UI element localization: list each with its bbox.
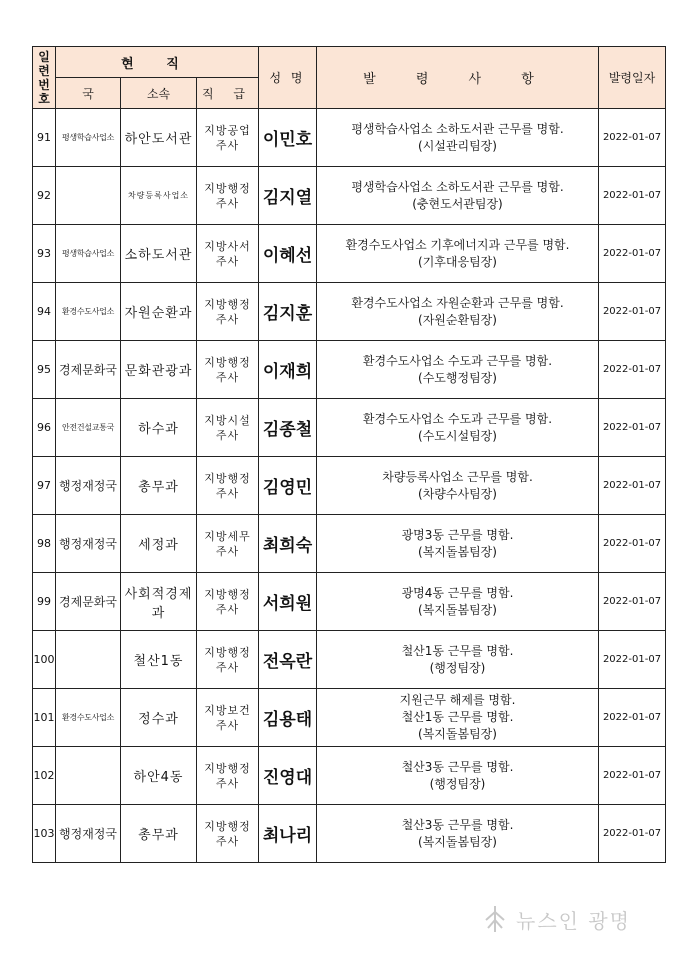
table-row [33,457,666,515]
details-line: (복지돌봄팀장) [418,602,497,617]
row-number: 99 [33,573,56,631]
row-details [317,573,599,631]
rank-line: 주사 [215,196,240,210]
details-line: (복지돌봄팀장) [418,544,497,559]
row-rank [197,109,259,167]
row-number: 96 [33,399,56,457]
row-date: 2022-01-07 [599,631,666,689]
rank-line: 주사 [215,776,240,790]
logo-icon [480,904,510,934]
row-name: 최희숙 [259,515,317,573]
row-date: 2022-01-07 [599,399,666,457]
table-row [33,341,666,399]
row-bureau: 평생학습사업소 [56,225,121,283]
header-rank: 직 급 [197,78,259,109]
row-details [317,457,599,515]
row-number: 100 [33,631,56,689]
row-unit: 하안도서관 [121,109,197,167]
row-number: 91 [33,109,56,167]
row-unit: 하수과 [121,399,197,457]
table-row [33,109,666,167]
rank-line: 지방공업 [204,123,251,137]
row-bureau: 행정재정국 [56,457,121,515]
row-rank [197,689,259,747]
row-number: 92 [33,167,56,225]
row-number: 101 [33,689,56,747]
details-line: (복지돌봄팀장) [418,834,497,849]
row-date: 2022-01-07 [599,283,666,341]
row-number: 102 [33,747,56,805]
row-bureau [56,167,121,225]
details-line: (수도시설팀장) [418,428,497,443]
header-current-position: 현 직 [56,47,259,78]
table-row [33,225,666,283]
table-row [33,805,666,863]
row-details [317,399,599,457]
details-line: (차량수사팀장) [418,486,497,501]
rank-line: 주사 [215,660,240,674]
rank-line: 주사 [215,834,240,848]
row-bureau: 행정재정국 [56,805,121,863]
row-rank [197,747,259,805]
row-rank [197,167,259,225]
table-row [33,689,666,747]
row-name: 이재희 [259,341,317,399]
row-name: 김지훈 [259,283,317,341]
details-line: 철산1동 근무를 명함. [401,710,514,724]
rank-line: 지방행정 [204,181,251,195]
row-rank [197,805,259,863]
row-date: 2022-01-07 [599,225,666,283]
row-rank [197,631,259,689]
rank-line: 지방행정 [204,819,251,833]
row-name: 진영대 [259,747,317,805]
rank-line: 주사 [215,370,240,384]
row-number: 94 [33,283,56,341]
rank-line: 지방사서 [204,239,251,253]
row-bureau: 환경수도사업소 [56,283,121,341]
row-name: 김지열 [259,167,317,225]
row-unit: 철산1동 [121,631,197,689]
row-date: 2022-01-07 [599,573,666,631]
row-unit: 정수과 [121,689,197,747]
row-name: 전옥란 [259,631,317,689]
row-bureau: 경제문화국 [56,341,121,399]
rank-line: 지방행정 [204,645,251,659]
rank-line: 지방행정 [204,471,251,485]
personnel-table [32,46,666,863]
row-bureau: 경제문화국 [56,573,121,631]
row-date: 2022-01-07 [599,109,666,167]
rank-line: 주사 [215,602,240,616]
details-line: (행정팀장) [429,660,486,675]
row-rank [197,341,259,399]
row-rank [197,457,259,515]
table-row [33,515,666,573]
details-line: 환경수도사업소 기후에너지과 근무를 명함. [345,237,570,252]
row-rank [197,573,259,631]
rank-line: 주사 [215,544,240,558]
details-line: (자원순환팀장) [418,312,497,327]
row-date: 2022-01-07 [599,805,666,863]
row-details [317,341,599,399]
details-line: 광명3동 근무를 명함. [401,527,514,542]
table-body [33,109,666,863]
row-details [317,225,599,283]
details-line: 환경수도사업소 자원순환과 근무를 명함. [351,295,564,310]
details-line: 차량등록사업소 근무를 명함. [382,469,533,484]
row-number: 97 [33,457,56,515]
details-line: 평생학습사업소 소하도서관 근무를 명함. [351,121,564,136]
row-number: 93 [33,225,56,283]
row-bureau [56,747,121,805]
row-date: 2022-01-07 [599,515,666,573]
header-serial: 일 련 번 호 [33,47,56,109]
header-name: 성 명 [259,47,317,109]
rank-line: 주사 [215,312,240,326]
row-unit: 하안4동 [121,747,197,805]
row-name: 김용태 [259,689,317,747]
table-row [33,283,666,341]
row-unit: 문화관광과 [121,341,197,399]
rank-line: 지방보건 [204,703,251,717]
watermark [480,904,631,934]
rank-line: 지방행정 [204,355,251,369]
rank-line: 주사 [215,254,240,268]
rank-line: 지방행정 [204,761,251,775]
row-rank [197,283,259,341]
row-bureau [56,631,121,689]
header-unit: 소속 [121,78,197,109]
table-row [33,747,666,805]
table-header [33,47,666,109]
rank-line: 지방행정 [204,587,251,601]
row-unit: 소하도서관 [121,225,197,283]
table-row [33,399,666,457]
row-date: 2022-01-07 [599,167,666,225]
row-bureau: 평생학습사업소 [56,109,121,167]
details-line: 환경수도사업소 수도과 근무를 명함. [362,353,553,368]
row-details [317,515,599,573]
row-name: 이민호 [259,109,317,167]
row-details [317,167,599,225]
details-line: (복지돌봄팀장) [418,727,497,741]
row-unit: 세정과 [121,515,197,573]
row-details [317,109,599,167]
details-line: 광명4동 근무를 명함. [401,585,514,600]
row-details [317,747,599,805]
details-line: (기후대응팀장) [418,254,497,269]
rank-line: 지방시설 [204,413,251,427]
details-line: 철산3동 근무를 명함. [401,759,514,774]
row-bureau: 행정재정국 [56,515,121,573]
row-unit: 총무과 [121,805,197,863]
row-bureau: 환경수도사업소 [56,689,121,747]
row-number: 98 [33,515,56,573]
row-details [317,631,599,689]
row-bureau: 안전건설교통국 [56,399,121,457]
row-number: 95 [33,341,56,399]
row-number: 103 [33,805,56,863]
row-unit: 자원순환과 [121,283,197,341]
rank-line: 주사 [215,428,240,442]
table-row [33,573,666,631]
details-line: (충현도서관팀장) [412,196,503,211]
header-bureau: 국 [56,78,121,109]
header-date: 발령일자 [599,47,666,109]
row-name: 서희원 [259,573,317,631]
rank-line: 주사 [215,486,240,500]
rank-line: 지방행정 [204,297,251,311]
row-details [317,283,599,341]
row-name: 김영민 [259,457,317,515]
details-line: (행정팀장) [429,776,486,791]
details-line: 지원근무 해제를 명함. [399,693,516,707]
header-details: 발 령 사 항 [317,47,599,109]
table-row [33,631,666,689]
details-line: 평생학습사업소 소하도서관 근무를 명함. [351,179,564,194]
watermark-text: 뉴스인 광명 [516,908,631,933]
details-line: (시설관리팀장) [418,138,497,153]
row-date: 2022-01-07 [599,747,666,805]
rank-line: 지방세무 [204,529,251,543]
row-details [317,689,599,747]
row-unit: 사회적경제과 [121,573,197,631]
rank-line: 주사 [215,138,240,152]
row-date: 2022-01-07 [599,689,666,747]
row-name: 김종철 [259,399,317,457]
row-rank [197,225,259,283]
row-unit: 차량등록사업소 [121,167,197,225]
row-date: 2022-01-07 [599,341,666,399]
row-name: 이혜선 [259,225,317,283]
row-name: 최나리 [259,805,317,863]
row-date: 2022-01-07 [599,457,666,515]
row-rank [197,515,259,573]
row-rank [197,399,259,457]
row-unit: 총무과 [121,457,197,515]
table-row [33,167,666,225]
details-line: 환경수도사업소 수도과 근무를 명함. [362,411,553,426]
row-details [317,805,599,863]
details-line: 철산3동 근무를 명함. [401,817,514,832]
details-line: 철산1동 근무를 명함. [401,643,514,658]
rank-line: 주사 [215,718,240,732]
details-line: (수도행정팀장) [418,370,497,385]
